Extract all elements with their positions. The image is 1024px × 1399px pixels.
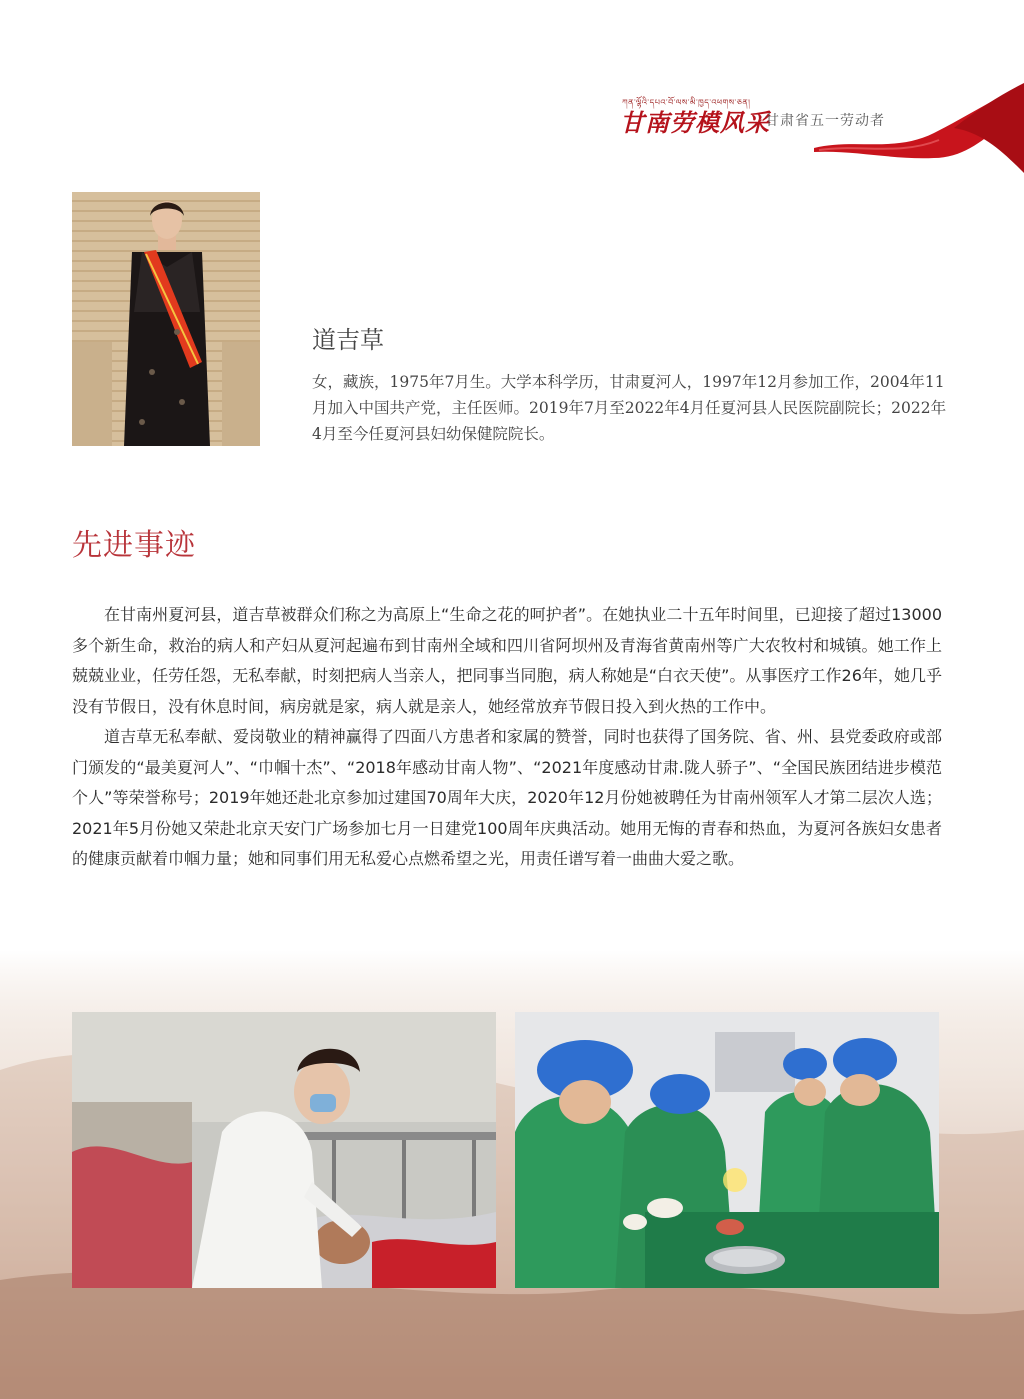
section-title: 先进事迹	[72, 528, 196, 563]
person-name: 道吉草	[312, 326, 384, 354]
header-subtitle: 甘肃省五一劳动者	[765, 113, 885, 129]
portrait-photo	[72, 192, 260, 446]
header-brand: 甘南劳模风采	[620, 108, 770, 137]
paragraph-1: 在甘南州夏河县，道吉草被群众们称之为高原上“生命之花的呵护者”。在她执业二十五年时间里，已迎接了超过13000多个新生命，救治的病人和产妇从夏河起遍布到甘南州全域和四川省阿坝州及青海省黄南州等广大农牧村和城镇。她工作上兢兢业业，任劳任怨，无私奉献，时刻把病人当亲人，把同事当同胞，病人称她是“白衣天使”。从事医疗工作26年，她几乎没有节假日，没有休息时间，病房就是家，病人就是亲人，她经常放弃节假日投入到火热的工作中。	[72, 605, 942, 716]
body-text	[72, 600, 942, 875]
person-bio: 女，藏族，1975年7月生。大学本科学历，甘肃夏河人，1997年12月参加工作，2004年11月加入中国共产党，主任医师。2019年7月至2022年4月任夏河县人民医院副院长；2022年4月至今任夏河县妇幼保健院院长。	[312, 373, 947, 443]
photo-surgery-team	[515, 1012, 939, 1288]
photo-nurse-with-newborn	[72, 1012, 496, 1288]
red-ribbon-icon	[814, 78, 1024, 178]
paragraph-2: 道吉草无私奉献、爱岗敬业的精神赢得了四面八方患者和家属的赞誉，同时也获得了国务院、省、州、县党委政府或部门颁发的“最美夏河人”、“巾帼十杰”、“2018年感动甘南人物”、“2021年度感动甘肃.陇人骄子”、“全国民族团结进步模范个人”等荣誉称号；2019年她还赴北京参加过建国70周年大庆，2020年12月份她被聘任为甘南州领军人才第二层次人选；2021年5月份她又荣赴北京天安门广场参加七月一日建党100周年庆典活动。她用无悔的青春和热血，为夏河各族妇女患者的健康贡献着巾帼力量；她和同事们用无私爱心点燃希望之光，用责任谱写着一曲曲大爱之歌。	[72, 727, 942, 868]
header-tibetan-line: ཀན་ལྷོའི་དཔའ་བོ་ལས་མི་ཁྱད་འཕགས་ཅན།	[622, 98, 751, 107]
